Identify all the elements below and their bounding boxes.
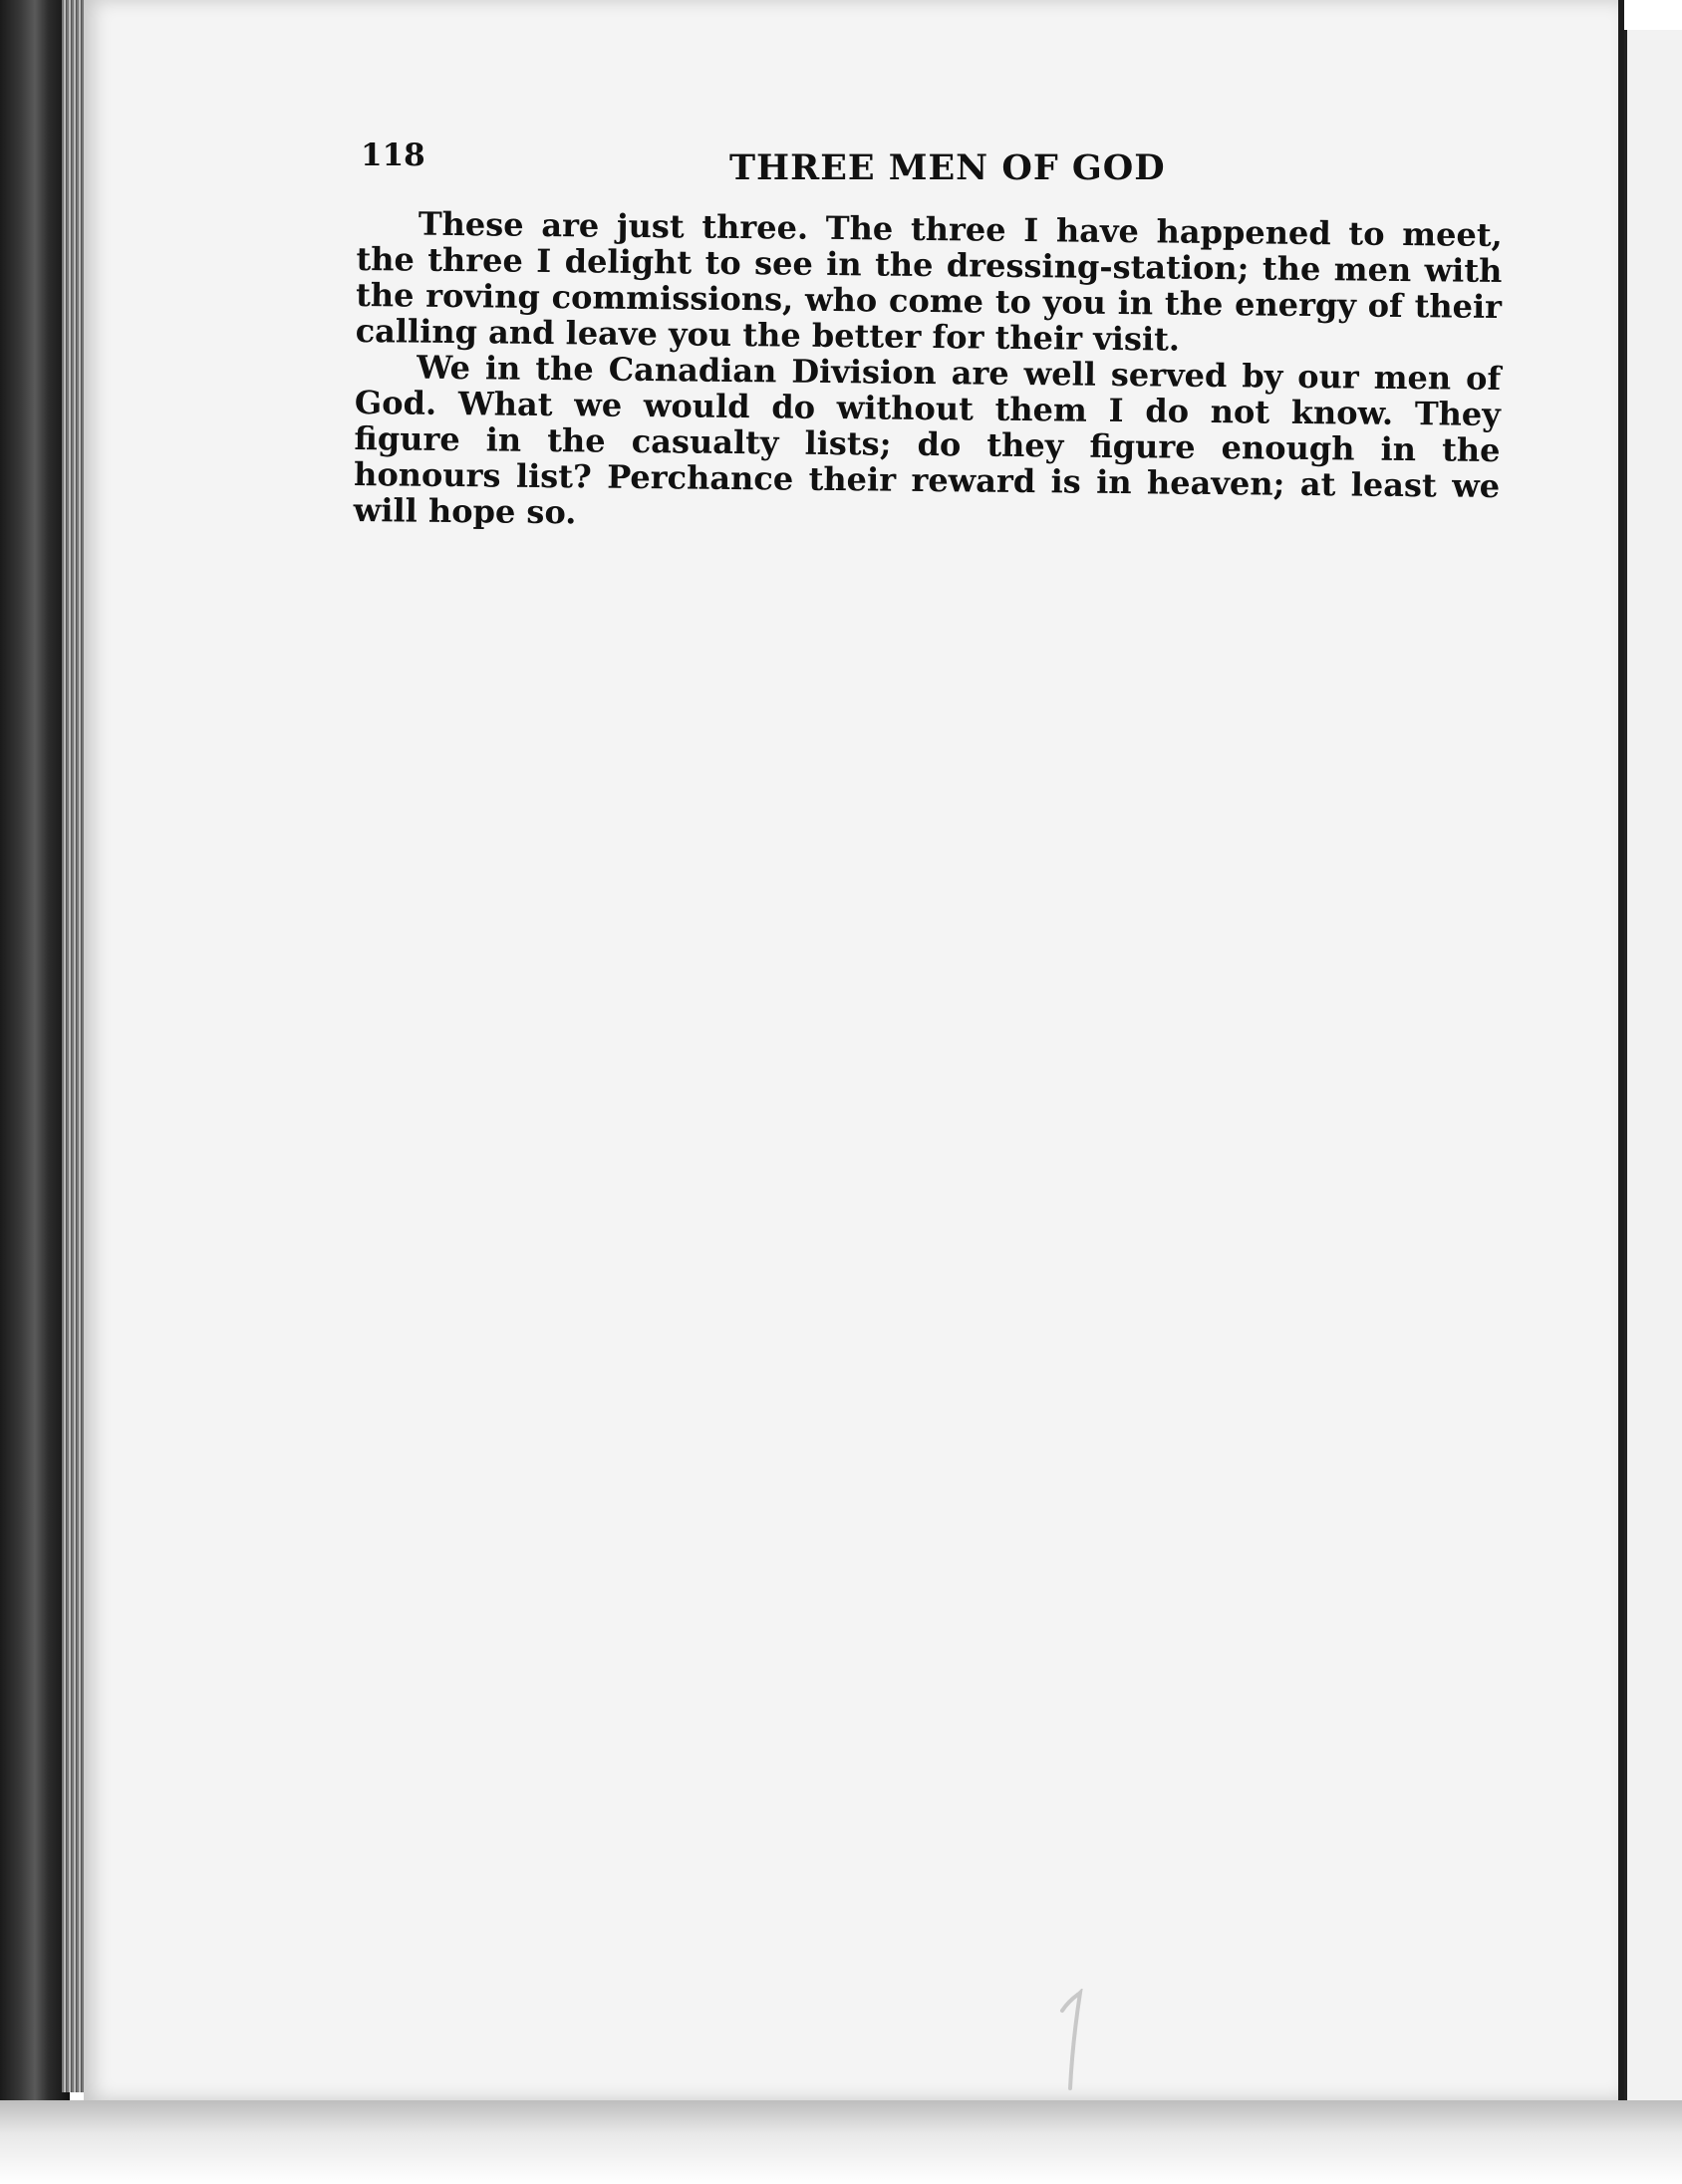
facing-page-edge — [1624, 30, 1682, 2112]
running-head: THREE MEN OF GOD — [729, 147, 1166, 188]
page-number: 118 — [361, 137, 425, 173]
pencil-mark — [1056, 1989, 1086, 2098]
book-spine-edge — [0, 0, 70, 2184]
body-text — [354, 205, 1503, 540]
paragraph: We in the Canadian Division are well served by our men of God. What we would do without them I do not know. They figure in the casualty lists; do they figure enough in the honours list? Perchance their reward is in heaven; at least we will hope so. — [353, 348, 1502, 532]
paragraph: These are just three. The three I have happened to meet, the three I delight to see in the dressing-station; the men with the roving commissions, who come to you in the energy of their calling and leave you the better for their visit. — [355, 204, 1503, 359]
bottom-shadow — [0, 2100, 1682, 2184]
page-block-edges — [62, 0, 84, 2092]
